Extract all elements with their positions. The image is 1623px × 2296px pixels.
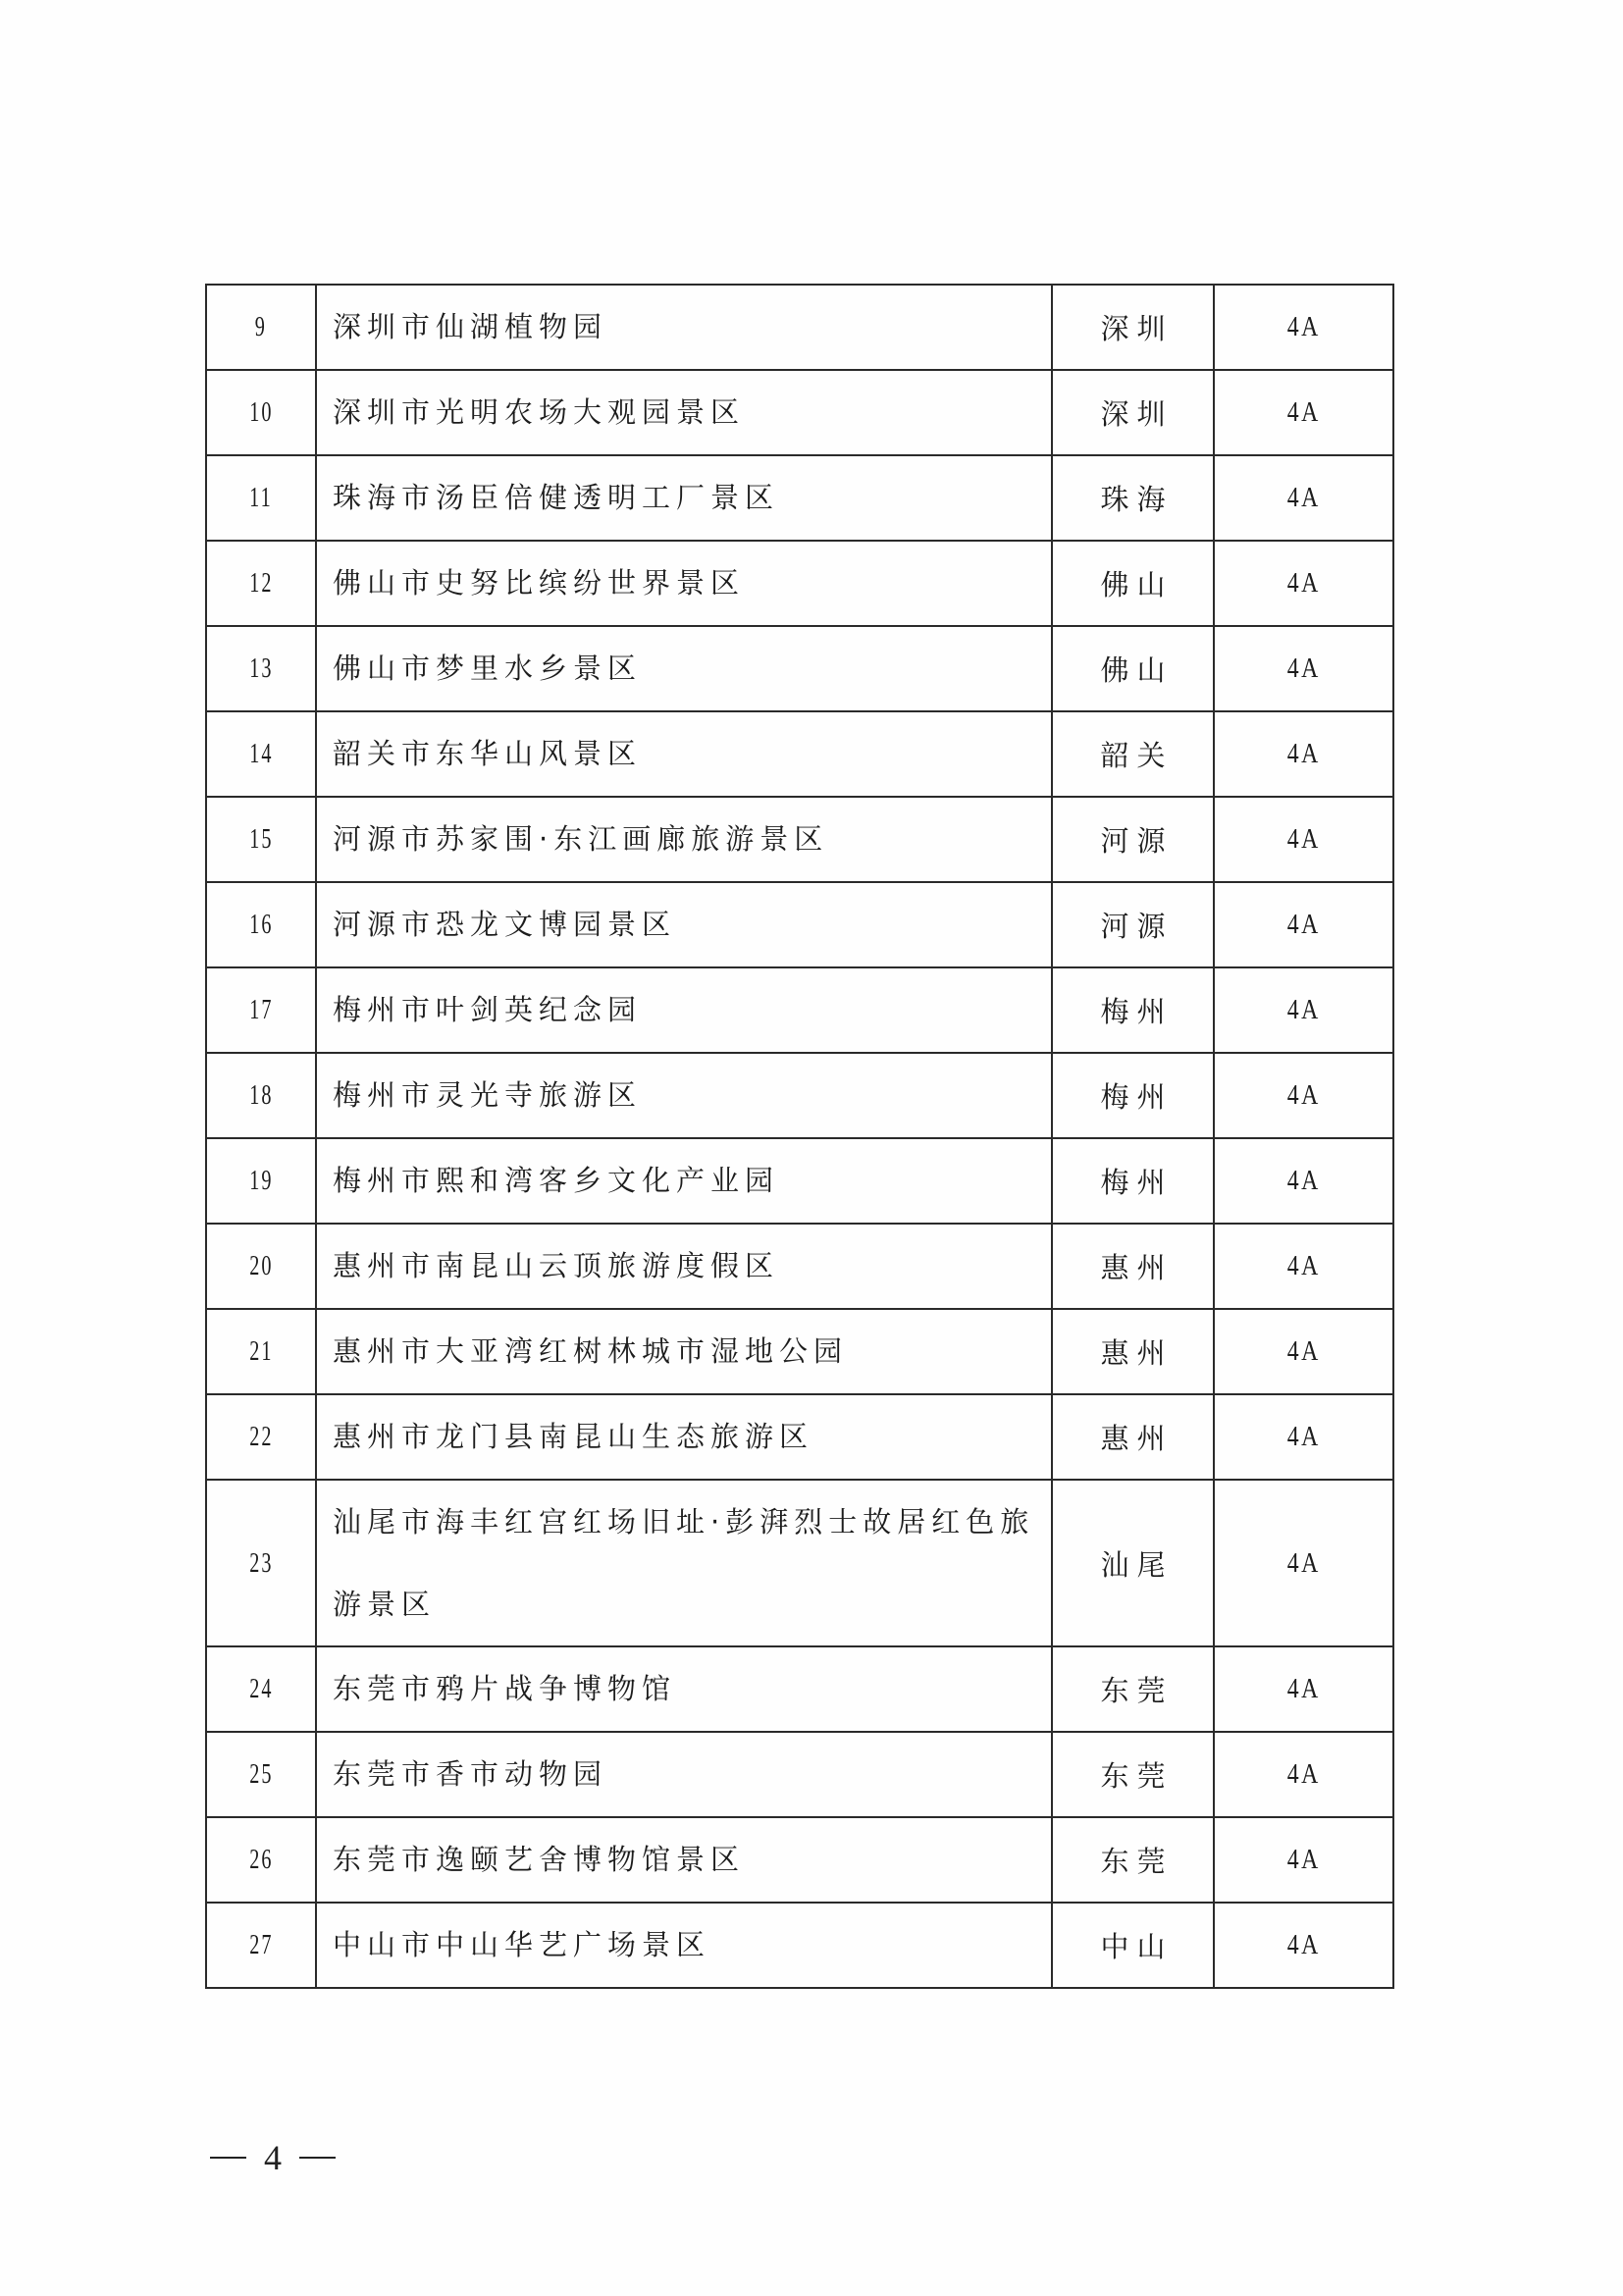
level-cell xyxy=(1214,1224,1393,1309)
city-cell: 珠海 xyxy=(1052,455,1214,541)
city-cell: 梅州 xyxy=(1052,967,1214,1053)
row-number-cell xyxy=(214,797,307,882)
scenic-name-cell xyxy=(316,711,1052,797)
scenic-name: 珠海市汤臣倍健透明工厂景区 xyxy=(333,481,780,514)
scenic-name: 游景区 xyxy=(333,1588,437,1621)
city-cell: 汕尾 xyxy=(1052,1480,1214,1646)
footer-dash-left xyxy=(210,2157,246,2159)
row-number: 21 xyxy=(248,1335,274,1367)
row-number: 12 xyxy=(248,567,274,599)
table-row xyxy=(206,967,1393,1053)
table-row xyxy=(206,1480,1393,1646)
scenic-name: 佛山市史努比缤纷世界景区 xyxy=(333,566,746,600)
scenic-area-table xyxy=(205,284,1394,1989)
page-number: 4 xyxy=(264,2138,282,2177)
row-number: 26 xyxy=(248,1844,274,1875)
row-number-cell xyxy=(214,1903,307,1988)
scenic-name-cell xyxy=(316,797,1052,882)
level-cell xyxy=(1214,1817,1393,1903)
city-cell: 惠州 xyxy=(1052,1309,1214,1394)
level-badge: 4A xyxy=(1286,909,1321,940)
level-cell xyxy=(1214,1138,1393,1224)
city-cell: 东莞 xyxy=(1052,1817,1214,1903)
level-badge: 4A xyxy=(1286,738,1321,769)
level-badge: 4A xyxy=(1286,1079,1321,1111)
level-cell xyxy=(1214,882,1393,967)
scenic-name-cell xyxy=(316,1309,1052,1394)
scenic-name-cell xyxy=(316,1394,1052,1480)
scenic-name: 梅州市熙和湾客乡文化产业园 xyxy=(333,1164,780,1197)
row-number-cell xyxy=(214,1138,307,1224)
scenic-name-cell xyxy=(316,1480,1052,1646)
scenic-name: 深圳市仙湖植物园 xyxy=(333,310,608,343)
row-number-cell xyxy=(214,370,307,455)
row-number-cell xyxy=(214,882,307,967)
scenic-name: 中山市中山华艺广场景区 xyxy=(333,1928,711,1961)
row-number: 15 xyxy=(248,823,274,855)
level-badge: 4A xyxy=(1286,1929,1321,1960)
table-row xyxy=(206,455,1393,541)
page-footer xyxy=(210,2137,336,2178)
level-cell xyxy=(1214,541,1393,626)
row-number: 19 xyxy=(248,1165,274,1196)
scenic-name-cell xyxy=(316,285,1052,370)
row-number-cell xyxy=(214,541,307,626)
row-number-cell xyxy=(214,1224,307,1309)
row-number-cell xyxy=(214,626,307,711)
level-badge: 4A xyxy=(1286,994,1321,1025)
table-row xyxy=(206,626,1393,711)
table-row xyxy=(206,1138,1393,1224)
table-row xyxy=(206,711,1393,797)
city-cell: 梅州 xyxy=(1052,1138,1214,1224)
city-cell: 佛山 xyxy=(1052,541,1214,626)
row-number-cell xyxy=(214,711,307,797)
city-cell: 惠州 xyxy=(1052,1224,1214,1309)
table-row xyxy=(206,541,1393,626)
level-badge: 4A xyxy=(1286,1673,1321,1704)
scenic-name: 河源市苏家围·东江画廊旅游景区 xyxy=(333,822,829,856)
row-number: 24 xyxy=(248,1673,274,1704)
table-row xyxy=(206,1053,1393,1138)
row-number: 25 xyxy=(248,1758,274,1790)
city-cell: 韶关 xyxy=(1052,711,1214,797)
city-cell: 佛山 xyxy=(1052,626,1214,711)
scenic-name: 梅州市叶剑英纪念园 xyxy=(333,993,643,1026)
table-row xyxy=(206,1903,1393,1988)
row-number-cell xyxy=(214,1480,307,1646)
level-badge: 4A xyxy=(1286,1250,1321,1281)
level-cell xyxy=(1214,711,1393,797)
level-cell xyxy=(1214,1480,1393,1646)
level-badge: 4A xyxy=(1286,482,1321,513)
table-row xyxy=(206,1394,1393,1480)
level-badge: 4A xyxy=(1286,396,1321,428)
row-number-cell xyxy=(214,967,307,1053)
scenic-name: 惠州市龙门县南昆山生态旅游区 xyxy=(333,1420,814,1453)
scenic-name: 东莞市香市动物园 xyxy=(333,1757,608,1791)
scenic-name: 梅州市灵光寺旅游区 xyxy=(333,1078,643,1112)
row-number: 22 xyxy=(248,1421,274,1452)
level-badge: 4A xyxy=(1286,1758,1321,1790)
level-badge: 4A xyxy=(1286,1165,1321,1196)
level-badge: 4A xyxy=(1286,1421,1321,1452)
scenic-name-cell xyxy=(316,1903,1052,1988)
level-cell xyxy=(1214,967,1393,1053)
scenic-name-cell xyxy=(316,541,1052,626)
table-row xyxy=(206,1309,1393,1394)
city-cell: 惠州 xyxy=(1052,1394,1214,1480)
scenic-name: 河源市恐龙文博园景区 xyxy=(333,908,677,941)
row-number: 17 xyxy=(248,994,274,1025)
scenic-name: 惠州市南昆山云顶旅游度假区 xyxy=(333,1249,780,1282)
row-number-cell xyxy=(214,1817,307,1903)
level-badge: 4A xyxy=(1286,823,1321,855)
scenic-name-cell xyxy=(316,967,1052,1053)
level-cell xyxy=(1214,1646,1393,1732)
city-cell: 中山 xyxy=(1052,1903,1214,1988)
row-number: 10 xyxy=(248,396,274,428)
level-cell xyxy=(1214,1732,1393,1817)
table-row xyxy=(206,1224,1393,1309)
row-number-cell xyxy=(214,285,307,370)
scenic-name-cell xyxy=(316,1053,1052,1138)
level-cell xyxy=(1214,455,1393,541)
level-cell xyxy=(1214,1394,1393,1480)
row-number: 18 xyxy=(248,1079,274,1111)
level-badge: 4A xyxy=(1286,652,1321,684)
row-number: 11 xyxy=(249,482,273,513)
row-number-cell xyxy=(214,455,307,541)
table-row xyxy=(206,882,1393,967)
scenic-name: 汕尾市海丰红宫红场旧址·彭湃烈士故居红色旅 xyxy=(333,1505,1035,1539)
city-cell: 河源 xyxy=(1052,797,1214,882)
city-cell: 东莞 xyxy=(1052,1732,1214,1817)
table-row xyxy=(206,1732,1393,1817)
level-cell xyxy=(1214,1903,1393,1988)
city-cell: 深圳 xyxy=(1052,370,1214,455)
scenic-name-cell xyxy=(316,370,1052,455)
level-cell xyxy=(1214,626,1393,711)
table-row xyxy=(206,370,1393,455)
level-cell xyxy=(1214,1053,1393,1138)
row-number: 14 xyxy=(248,738,274,769)
table-row xyxy=(206,797,1393,882)
scenic-name-cell xyxy=(316,1646,1052,1732)
scenic-name-cell xyxy=(316,882,1052,967)
row-number: 23 xyxy=(248,1546,274,1579)
level-badge: 4A xyxy=(1286,1546,1321,1579)
scenic-name: 深圳市光明农场大观园景区 xyxy=(333,395,746,429)
level-cell xyxy=(1214,797,1393,882)
scenic-name: 惠州市大亚湾红树林城市湿地公园 xyxy=(333,1334,849,1368)
scenic-name-cell xyxy=(316,626,1052,711)
scenic-name-cell xyxy=(316,455,1052,541)
row-number-cell xyxy=(214,1646,307,1732)
scenic-name: 佛山市梦里水乡景区 xyxy=(333,652,643,685)
row-number: 9 xyxy=(254,311,268,342)
row-number-cell xyxy=(214,1394,307,1480)
scenic-name: 东莞市鸦片战争博物馆 xyxy=(333,1672,677,1705)
level-cell xyxy=(1214,285,1393,370)
city-cell: 梅州 xyxy=(1052,1053,1214,1138)
row-number: 27 xyxy=(248,1929,274,1960)
city-cell: 深圳 xyxy=(1052,285,1214,370)
level-badge: 4A xyxy=(1286,1844,1321,1875)
scenic-name-cell xyxy=(316,1224,1052,1309)
table-row xyxy=(206,1817,1393,1903)
city-cell: 河源 xyxy=(1052,882,1214,967)
table-body xyxy=(206,285,1393,1988)
scenic-name-cell xyxy=(316,1817,1052,1903)
scenic-name-cell xyxy=(316,1138,1052,1224)
level-cell xyxy=(1214,370,1393,455)
city-cell: 东莞 xyxy=(1052,1646,1214,1732)
footer-dash-right xyxy=(299,2157,336,2159)
scenic-name-cell xyxy=(316,1732,1052,1817)
level-badge: 4A xyxy=(1286,567,1321,599)
row-number: 20 xyxy=(248,1250,274,1281)
row-number-cell xyxy=(214,1053,307,1138)
level-cell xyxy=(1214,1309,1393,1394)
row-number-cell xyxy=(214,1732,307,1817)
row-number: 16 xyxy=(248,909,274,940)
row-number: 13 xyxy=(248,652,274,684)
table-row xyxy=(206,285,1393,370)
scenic-name: 韶关市东华山风景区 xyxy=(333,737,643,770)
level-badge: 4A xyxy=(1286,311,1321,342)
scenic-name: 东莞市逸颐艺舍博物馆景区 xyxy=(333,1843,746,1876)
level-badge: 4A xyxy=(1286,1335,1321,1367)
table-row xyxy=(206,1646,1393,1732)
row-number-cell xyxy=(214,1309,307,1394)
